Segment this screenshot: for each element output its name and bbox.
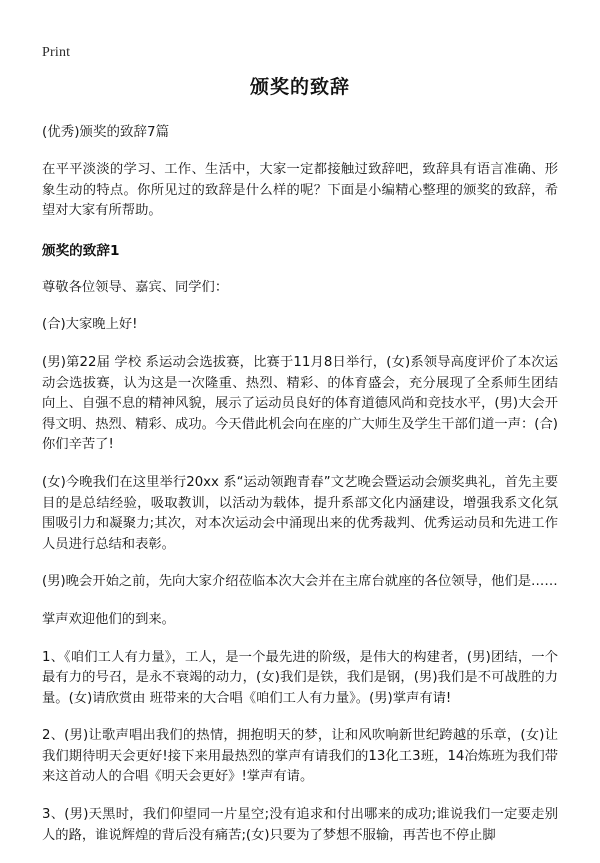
paragraph-program-1: 1、《咱们工人有力量》，工人，是一个最先进的阶级，是伟大的构建者，(男)团结，一个最有力的号召，是永不衰竭的动力，(女)我们是铁，我们是钢，(男)我们是不可战胜的力量。(女)请欣赏由 班带来的大合唱《咱们工人有力量》。(男)掌声有请!	[42, 649, 558, 706]
section-heading-1: 颁奖的致辞1	[42, 242, 120, 259]
paragraph-evening-purpose: (女)今晚我们在这里举行20xx 系“运动领跑青春”文艺晚会暨运动会颁奖典礼，首先主要目的是总结经验，吸取教训，以活动为载体，提升系部文化内涵建设，增强我系文化氛围吸引力和凝聚力;其次，对本次运动会中涌现出来的优秀裁判、优秀运动员和先进工作人员进行总结和表彰。	[42, 474, 558, 552]
paragraph-salutation: 尊敬各位领导、嘉宾、同学们：	[42, 279, 229, 295]
document-content	[42, 74, 558, 863]
print-link[interactable]: Print	[42, 45, 71, 60]
document-lead-paragraph: 在平平淡淡的学习、工作、生活中，大家一定都接触过致辞吧，致辞具有语言准确、形象生动的特点。你所见过的致辞是什么样的呢？下面是小编精心整理的颁奖的致辞，希望对大家有所帮助。	[42, 162, 558, 219]
paragraph-program-2: 2、(男)让歌声唱出我们的热情，拥抱明天的梦，让和风吹响新世纪跨越的乐章，(女)让我们期待明天会更好!接下来用最热烈的掌声有请我们的13化工3班，14冶炼班为我们带来这首动人的合唱《明天会更好》!掌声有请。	[42, 728, 558, 785]
paragraph-leader-introduction: (男)晚会开始之前，先向大家介绍莅临本次大会并在主席台就座的各位领导，他们是……	[42, 574, 558, 590]
paragraph-program-3: 3、(男)天黑时，我们仰望同一片星空;没有追求和付出哪来的成功;谁说我们一定要走别人的路，谁说辉煌的背后没有痛苦;(女)只要为了梦想不服输，再苦也不停止脚	[42, 807, 558, 843]
document-subtitle: (优秀)颁奖的致辞7篇	[42, 124, 170, 140]
page-title: 颁奖的致辞	[249, 76, 350, 98]
paragraph-applause-welcome: 掌声欢迎他们的到来。	[42, 611, 175, 627]
paragraph-greeting: (合)大家晚上好!	[42, 317, 138, 333]
paragraph-sports-meeting: (男)第22届 学校 系运动会选拔赛，比赛于11月8日举行，(女)系领导高度评价了本次运动会选拔赛，认为这是一次隆重、热烈、精彩、的体育盛会，充分展现了全系师生团结向上、自强不息的精神风貌，展示了运动员良好的体育道德风尚和竞技水平，(男)大会开得文明、热烈、精彩、成功。今天借此机会向在座的广大师生及学生干部们道一声：(合)你们辛苦了!	[42, 354, 558, 453]
